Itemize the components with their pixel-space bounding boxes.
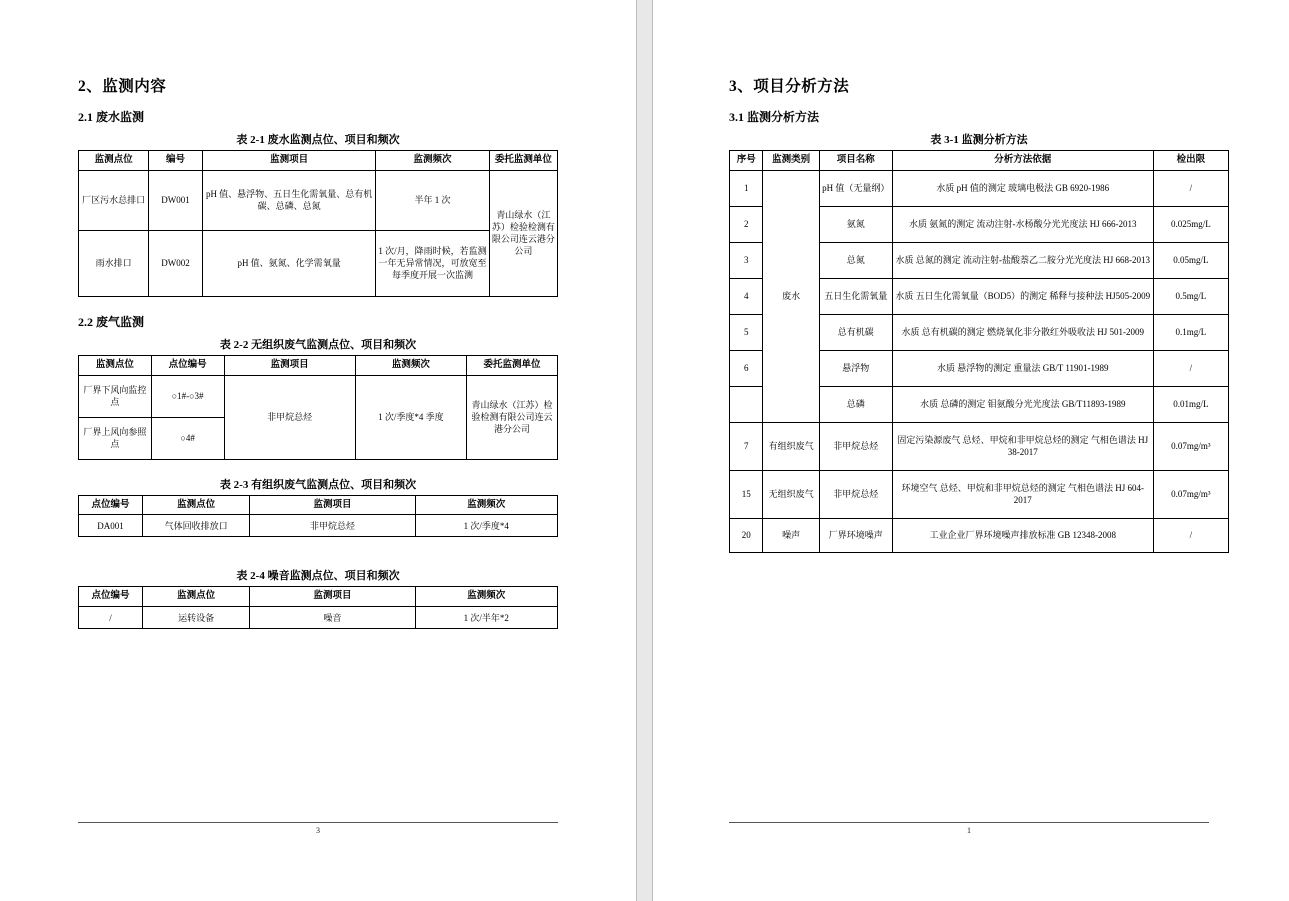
- col-header: 监测点位: [79, 355, 152, 375]
- cell-code: DW002: [149, 230, 203, 296]
- cell-limit: /: [1153, 170, 1228, 206]
- table-2-3: [78, 495, 558, 538]
- table-2-1-caption: 表 2-1 废水监测点位、项目和频次: [236, 134, 400, 146]
- cell-point: 雨水排口: [79, 230, 149, 296]
- page-number: 1: [967, 826, 971, 835]
- cell-limit: 0.01mg/L: [1153, 386, 1228, 422]
- col-header: 监测类别: [763, 151, 819, 171]
- cell-code: DA001: [79, 515, 143, 537]
- table-row: [79, 607, 558, 629]
- cell-limit: 0.1mg/L: [1153, 314, 1228, 350]
- cell-organization: 青山绿水（江苏）检验检测有限公司连云港分公司: [467, 375, 558, 459]
- col-header: 点位编号: [79, 587, 143, 607]
- col-header: 监测频次: [415, 587, 557, 607]
- cell-method: 水质 悬浮物的测定 重量法 GB/T 11901-1989: [892, 350, 1153, 386]
- col-header: 编号: [149, 151, 203, 171]
- table-3-1-caption: 表 3-1 监测分析方法: [930, 134, 1028, 146]
- cell-frequency: 1 次/季度*4 季度: [355, 375, 466, 459]
- page-gutter: [637, 0, 652, 901]
- table-header-row: [79, 587, 558, 607]
- col-header: 监测频次: [376, 151, 490, 171]
- table-row: [79, 515, 558, 537]
- left-section-title: 2、监测内容: [78, 78, 167, 95]
- left-page-footer: [78, 822, 558, 846]
- table-row: [79, 375, 558, 417]
- table-2-3-block: [78, 476, 558, 538]
- col-header: 监测项目: [250, 587, 415, 607]
- col-header: 检出限: [1153, 151, 1228, 171]
- table-row: [79, 170, 558, 230]
- cell-method: 水质 五日生化需氧量（BOD5）的测定 稀释与接种法 HJ505-2009: [892, 278, 1153, 314]
- cell-name: 总有机碳: [819, 314, 892, 350]
- cell-method: 水质 总氮的测定 流动注射-盐酸萘乙二胺分光光度法 HJ 668-2013: [892, 242, 1153, 278]
- table-row: [730, 422, 1229, 470]
- cell-category: 废水: [763, 170, 819, 422]
- cell-items: 非甲烷总烃: [250, 515, 415, 537]
- cell-name: 厂界环境噪声: [819, 518, 892, 552]
- cell-limit: /: [1153, 350, 1228, 386]
- cell-point: 厂界上风向参照点: [79, 417, 152, 459]
- table-header-row: [730, 151, 1229, 171]
- table-row: [730, 518, 1229, 552]
- cell-no: 15: [730, 470, 763, 518]
- col-header: 监测频次: [415, 495, 557, 515]
- cell-items: 非甲烷总烃: [224, 375, 355, 459]
- col-header: 监测点位: [143, 587, 250, 607]
- table-2-1: [78, 150, 558, 297]
- right-page-footer: [729, 822, 1209, 846]
- cell-code: DW001: [149, 170, 203, 230]
- table-2-4-block: [78, 567, 558, 629]
- col-header: 委托监测单位: [467, 355, 558, 375]
- col-header: 项目名称: [819, 151, 892, 171]
- right-page-content: [729, 74, 1229, 569]
- page-number: 3: [316, 826, 320, 835]
- cell-name: 氨氮: [819, 206, 892, 242]
- table-2-2: [78, 355, 558, 460]
- cell-limit: 0.5mg/L: [1153, 278, 1228, 314]
- cell-name: 总磷: [819, 386, 892, 422]
- table-header-row: [79, 151, 558, 171]
- col-header: 序号: [730, 151, 763, 171]
- cell-category: 无组织废气: [763, 470, 819, 518]
- col-header: 监测点位: [79, 151, 149, 171]
- cell-method: 水质 总磷的测定 钼氨酸分光光度法 GB/T11893-1989: [892, 386, 1153, 422]
- cell-limit: 0.07mg/m³: [1153, 470, 1228, 518]
- cell-name: 悬浮物: [819, 350, 892, 386]
- col-header: 监测频次: [355, 355, 466, 375]
- table-row: [730, 470, 1229, 518]
- table-header-row: [79, 495, 558, 515]
- cell-limit: 0.025mg/L: [1153, 206, 1228, 242]
- cell-method: 工业企业厂界环境噪声排放标准 GB 12348-2008: [892, 518, 1153, 552]
- cell-code: /: [79, 607, 143, 629]
- cell-method: 环境空气 总烃、甲烷和非甲烷总烃的测定 气相色谱法 HJ 604-2017: [892, 470, 1153, 518]
- cell-method: 水质 氨氮的测定 流动注射-水杨酸分光光度法 HJ 666-2013: [892, 206, 1153, 242]
- right-section-title: 3、项目分析方法: [729, 78, 850, 95]
- table-row: [79, 230, 558, 296]
- cell-name: 总氮: [819, 242, 892, 278]
- table-2-2-block: [78, 336, 558, 460]
- cell-frequency: 1 次/季度*4: [415, 515, 557, 537]
- table-2-1-block: [78, 131, 558, 297]
- cell-no: 20: [730, 518, 763, 552]
- table-2-2-caption: 表 2-2 无组织废气监测点位、项目和频次: [219, 338, 417, 351]
- table-2-3-caption: 表 2-3 有组织废气监测点位、项目和频次: [219, 478, 417, 491]
- left-subsection-2-2: 2.2 废气监测: [78, 314, 145, 329]
- cell-no: 3: [730, 242, 763, 278]
- cell-method: 水质 pH 值的测定 玻璃电极法 GB 6920-1986: [892, 170, 1153, 206]
- cell-limit: 0.07mg/m³: [1153, 422, 1228, 470]
- table-2-4-caption: 表 2-4 噪音监测点位、项目和频次: [236, 570, 400, 583]
- cell-frequency: 半年 1 次: [376, 170, 490, 230]
- cell-items: 噪音: [250, 607, 415, 629]
- cell-no: 6: [730, 350, 763, 386]
- cell-category: 噪声: [763, 518, 819, 552]
- cell-no: 4: [730, 278, 763, 314]
- col-header: 分析方法依据: [892, 151, 1153, 171]
- cell-point: 厂界下风向监控点: [79, 375, 152, 417]
- cell-name: 五日生化需氧量: [819, 278, 892, 314]
- table-3-1-block: [729, 131, 1229, 553]
- cell-category: 有组织废气: [763, 422, 819, 470]
- cell-items: pH 值、氨氮、化学需氧量: [202, 230, 375, 296]
- cell-code: ○4#: [151, 417, 224, 459]
- cell-name: 非甲烷总烃: [819, 422, 892, 470]
- left-page-content: [78, 74, 558, 645]
- cell-name: 非甲烷总烃: [819, 470, 892, 518]
- table-header-row: [79, 355, 558, 375]
- cell-point: 气体回收排放口: [143, 515, 250, 537]
- left-subsection-2-1: 2.1 废水监测: [78, 110, 145, 124]
- cell-point: 运转设备: [143, 607, 250, 629]
- right-subsection-3-1: 3.1 监测分析方法: [729, 110, 820, 124]
- cell-no: 1: [730, 170, 763, 206]
- col-header: 点位编号: [79, 495, 143, 515]
- cell-limit: /: [1153, 518, 1228, 552]
- cell-limit: 0.05mg/L: [1153, 242, 1228, 278]
- cell-code: ○1#-○3#: [151, 375, 224, 417]
- table-row: [730, 170, 1229, 206]
- cell-no: 2: [730, 206, 763, 242]
- cell-frequency: 1 次/半年*2: [415, 607, 557, 629]
- col-header: 监测项目: [250, 495, 415, 515]
- cell-method: 水质 总有机碳的测定 燃烧氧化非分散红外吸收法 HJ 501-2009: [892, 314, 1153, 350]
- col-header: 监测项目: [202, 151, 375, 171]
- cell-method: 固定污染源废气 总烃、甲烷和非甲烷总烃的测定 气相色谱法 HJ 38-2017: [892, 422, 1153, 470]
- cell-frequency: 1 次/月，降雨时候，若监测一年无异常情况，可放宽至每季度开展一次监测: [376, 230, 490, 296]
- col-header: 监测项目: [224, 355, 355, 375]
- col-header: 监测点位: [143, 495, 250, 515]
- col-header: 点位编号: [151, 355, 224, 375]
- table-3-1: [729, 150, 1229, 553]
- table-2-4: [78, 586, 558, 629]
- cell-no: [730, 386, 763, 422]
- cell-name: pH 值（无量纲）: [819, 170, 892, 206]
- cell-organization: 青山绿水（江苏）检验检测有限公司连云港分公司: [489, 170, 557, 296]
- cell-no: 5: [730, 314, 763, 350]
- cell-no: 7: [730, 422, 763, 470]
- col-header: 委托监测单位: [489, 151, 557, 171]
- cell-items: pH 值、悬浮物、五日生化需氧量、总有机碳、总磷、总氮: [202, 170, 375, 230]
- cell-point: 厂区污水总排口: [79, 170, 149, 230]
